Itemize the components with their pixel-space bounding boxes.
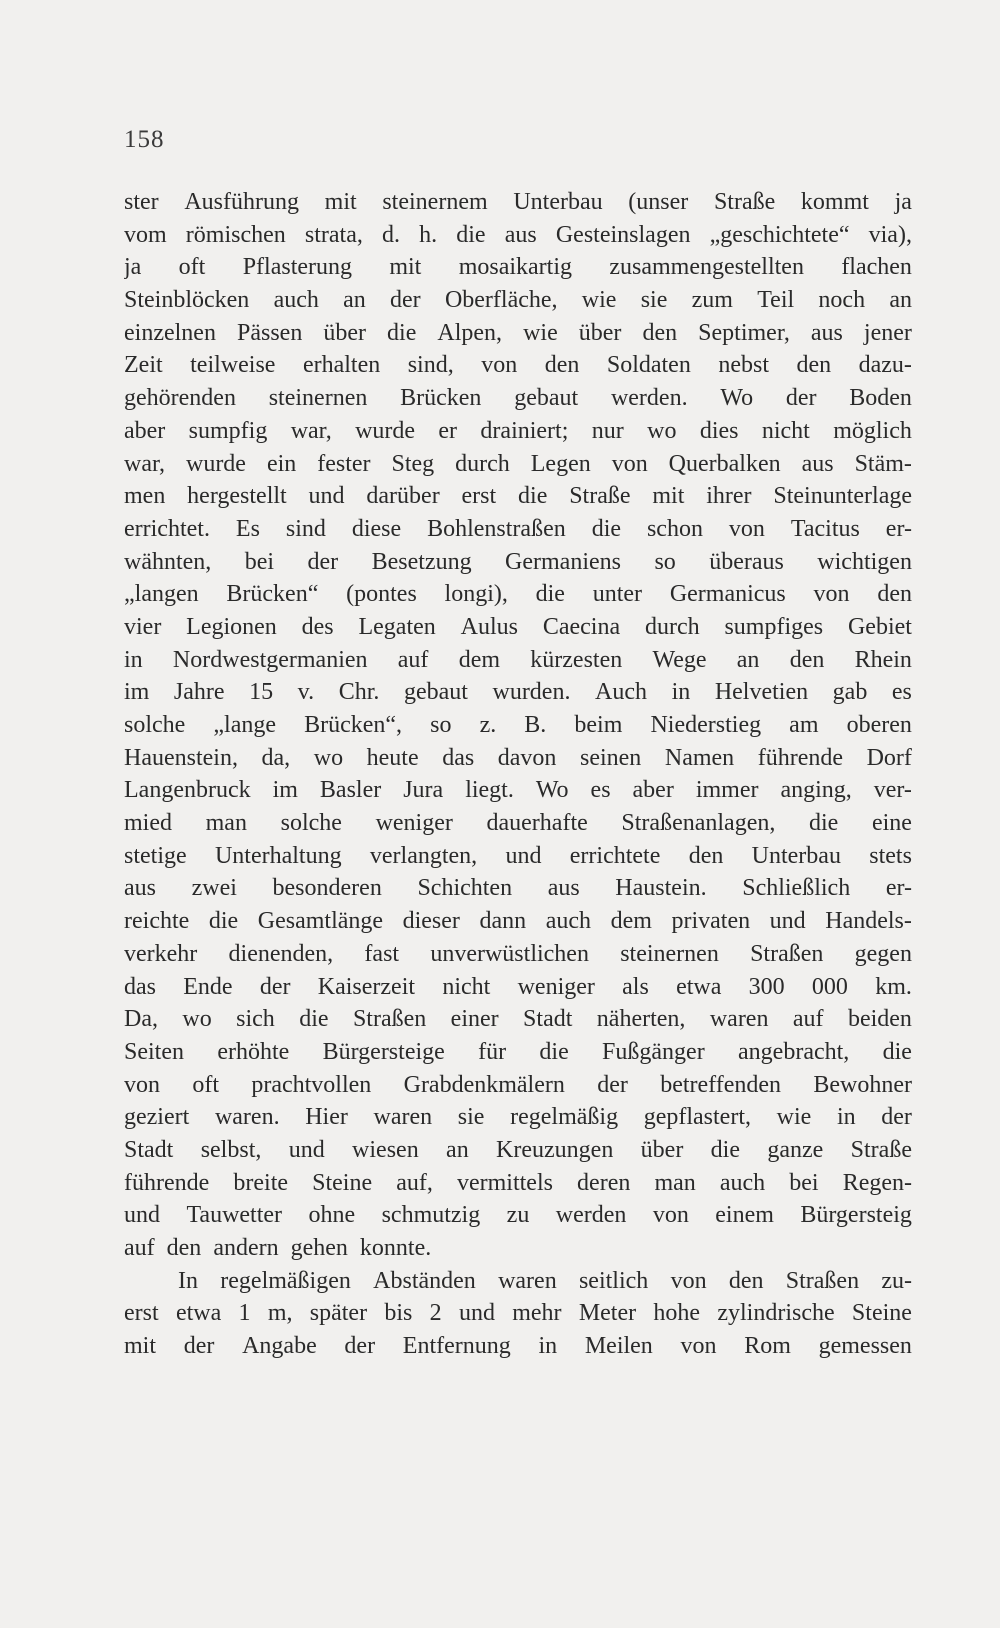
text-line: vom römischen strata, d. h. die aus Gesteinslagen „geschichtete“ via), bbox=[124, 221, 912, 248]
text-line: Da, wo sich die Straßen einer Stadt näherten, waren auf beiden bbox=[124, 1006, 912, 1033]
text-line: vier Legionen des Legaten Aulus Caecina durch sumpfiges Gebiet bbox=[124, 613, 912, 640]
text-line: gehörenden steinernen Brücken gebaut werden. Wo der Boden bbox=[124, 385, 912, 412]
text-line: führende breite Steine auf, vermittels deren man auch bei Regen- bbox=[124, 1169, 912, 1196]
text-line: und Tauwetter ohne schmutzig zu werden von einem Bürgersteig bbox=[124, 1202, 912, 1229]
text-line: reichte die Gesamtlänge dieser dann auch dem privaten und Handels- bbox=[124, 908, 912, 935]
text-line: geziert waren. Hier waren sie regelmäßig gepflastert, wie in der bbox=[124, 1104, 912, 1131]
page-number: 158 bbox=[124, 126, 165, 153]
text-line: Zeit teilweise erhalten sind, von den Soldaten nebst den dazu- bbox=[124, 352, 912, 379]
text-line: Stadt selbst, und wiesen an Kreuzungen über die ganze Straße bbox=[124, 1136, 912, 1163]
paragraph bbox=[124, 1265, 912, 1363]
text-line: Seiten erhöhte Bürgersteige für die Fußgänger angebracht, die bbox=[124, 1038, 912, 1065]
text-line: stetige Unterhaltung verlangten, und errichtete den Unterbau stets bbox=[124, 842, 912, 869]
text-line: im Jahre 15 v. Chr. gebaut wurden. Auch in Helvetien gab es bbox=[124, 679, 912, 706]
text-line: verkehr dienenden, fast unverwüstlichen steinernen Straßen gegen bbox=[124, 940, 912, 967]
text-line: errichtet. Es sind diese Bohlenstraßen die schon von Tacitus er- bbox=[124, 515, 912, 542]
text-line: aber sumpfig war, wurde er drainiert; nur wo dies nicht möglich bbox=[124, 417, 912, 444]
text-line: mied man solche weniger dauerhafte Straßenanlagen, die eine bbox=[124, 810, 912, 837]
text-line: Hauenstein, da, wo heute das davon seinen Namen führende Dorf bbox=[124, 744, 912, 771]
text-line: Langenbruck im Basler Jura liegt. Wo es aber immer anging, ver- bbox=[124, 777, 912, 804]
text-line: auf den andern gehen konnte. bbox=[124, 1235, 432, 1261]
text-line: aus zwei besonderen Schichten aus Haustein. Schließlich er- bbox=[124, 875, 912, 902]
text-line: war, wurde ein fester Steg durch Legen von Querbalken aus Stäm- bbox=[124, 450, 912, 477]
text-line: mit der Angabe der Entfernung in Meilen von Rom gemessen bbox=[124, 1333, 912, 1360]
text-line: wähnten, bei der Besetzung Germaniens so überaus wichtigen bbox=[124, 548, 912, 575]
text-line: ster Ausführung mit steinernem Unterbau (unser Straße kommt ja bbox=[124, 189, 912, 215]
text-line: erst etwa 1 m, später bis 2 und mehr Meter hohe zylindrische Steine bbox=[124, 1300, 912, 1327]
text-line: „langen Brücken“ (pontes longi), die unter Germanicus von den bbox=[124, 581, 912, 608]
text-line: ja oft Pflasterung mit mosaikartig zusammengestellten flachen bbox=[124, 254, 912, 281]
paragraph bbox=[124, 186, 912, 1265]
text-line: Steinblöcken auch an der Oberfläche, wie sie zum Teil noch an bbox=[124, 287, 912, 314]
text-line: in Nordwestgermanien auf dem kürzesten Wege an den Rhein bbox=[124, 646, 912, 673]
body-text bbox=[124, 186, 912, 1363]
text-line: einzelnen Pässen über die Alpen, wie über den Septimer, aus jener bbox=[124, 319, 912, 346]
text-line: men hergestellt und darüber erst die Straße mit ihrer Steinunterlage bbox=[124, 483, 912, 510]
text-line: In regelmäßigen Abständen waren seitlich von den Straßen zu- bbox=[178, 1267, 912, 1294]
text-line: von oft prachtvollen Grabdenkmälern der betreffenden Bewohner bbox=[124, 1071, 912, 1098]
text-line: solche „lange Brücken“, so z. B. beim Niederstieg am oberen bbox=[124, 712, 912, 738]
text-line: das Ende der Kaiserzeit nicht weniger als etwa 300 000 km. bbox=[124, 973, 912, 1000]
